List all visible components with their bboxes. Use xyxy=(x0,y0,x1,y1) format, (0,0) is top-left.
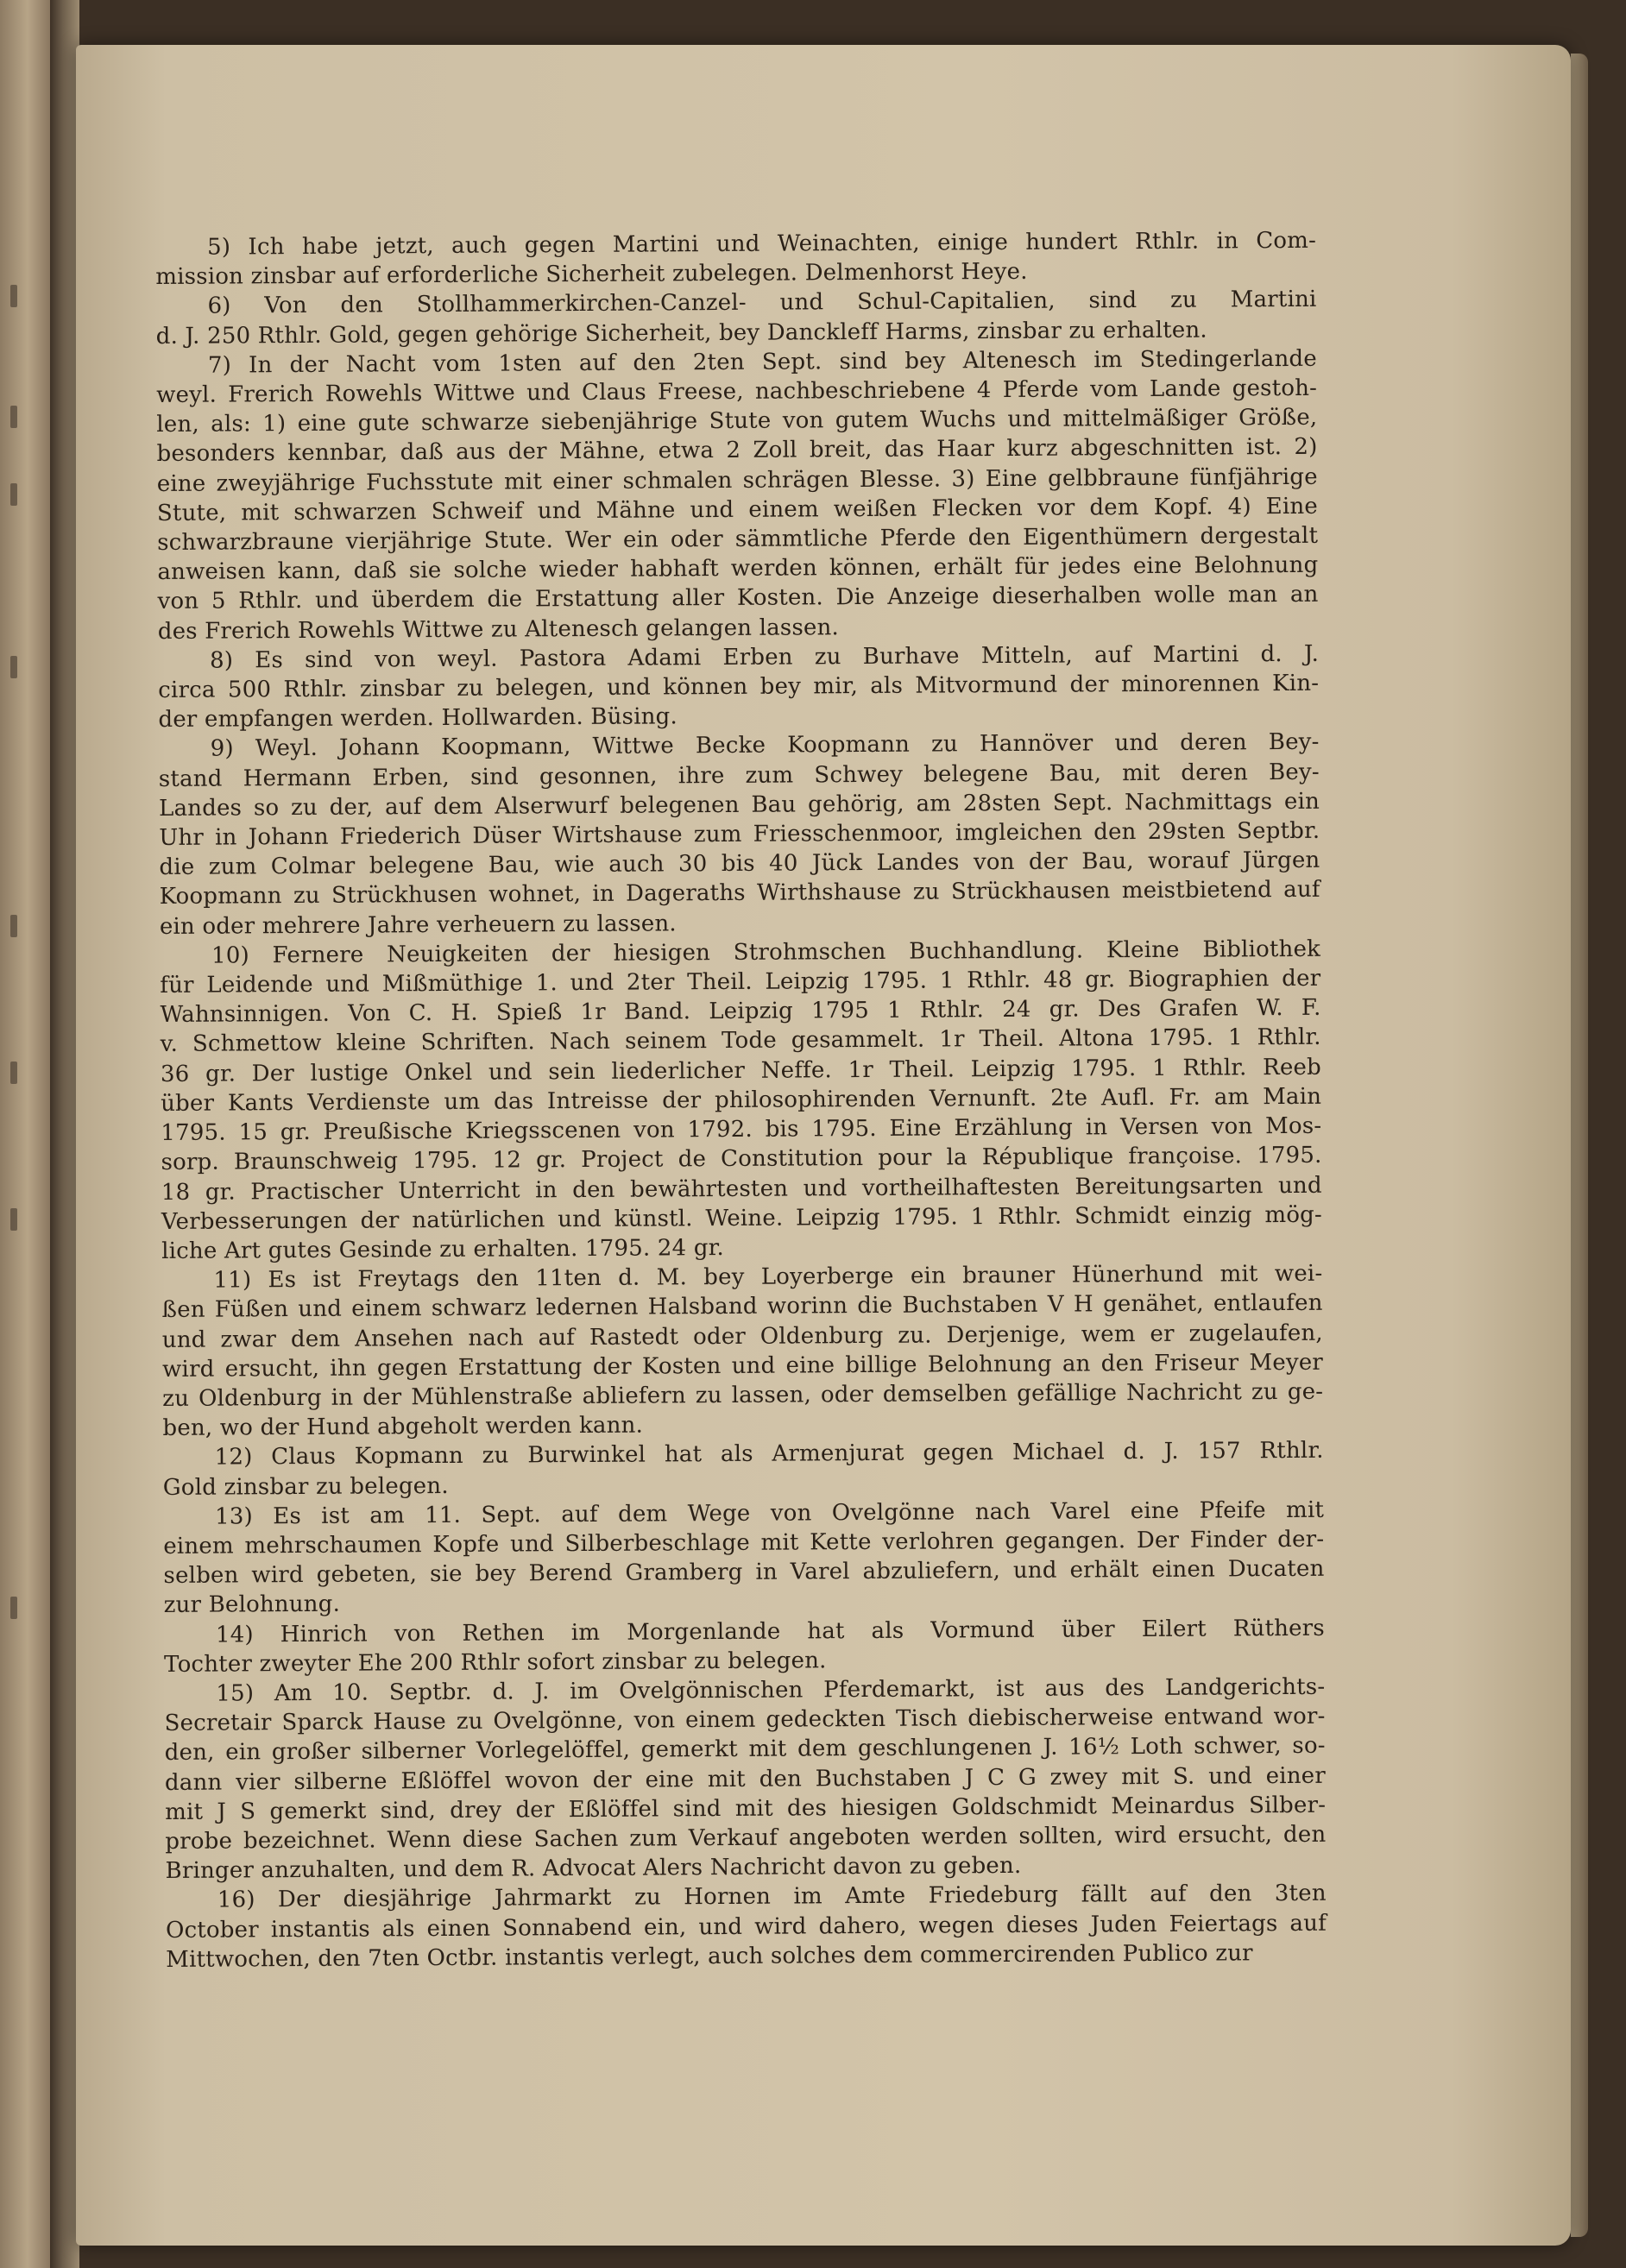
text-line: Landes so zu der, auf dem Alserwurf belegenen Bau gehörig, am 28sten Sept. Nachmittags ein xyxy=(158,788,1320,822)
text-line: mit J S gemerkt sind, drey der Eßlöffel sind mit des hiesigen Goldschmidt Meinardus Silber- xyxy=(165,1792,1327,1825)
text-line: besonders kennbar, daß aus der Mähne, etwa 2 Zoll breit, das Haar kurz abgeschnitten ist. 2) xyxy=(156,434,1318,468)
text-line: ßen Füßen und einem schwarz ledernen Halsband worinn die Buchstaben V H genähet, entlaufen xyxy=(161,1290,1323,1324)
text-line: weyl. Frerich Rowehls Wittwe und Claus Freese, nachbeschriebene 4 Pferde vom Lande gestoh- xyxy=(156,375,1318,409)
text-line: eine zweyjährige Fuchsstute mit einer schmalen schrägen Blesse. 3) Eine gelbbraune fünfjährige xyxy=(156,463,1318,497)
text-line: von 5 Rthlr. und überdem die Erstattung aller Kosten. Die Anzeige dieserhalben wolle man an xyxy=(157,582,1319,615)
text-line: d. J. 250 Rthlr. Gold, gegen gehörige Sicherheit, bey Danckleff Harms, zinsbar zu erhalten. xyxy=(155,317,1207,350)
text-line: 9) Weyl. Johann Koopmann, Wittwe Becke Koopmann zu Hannöver und deren Bey- xyxy=(210,729,1320,763)
text-line: Koopmann zu Strückhusen wohnet, in Dageraths Wirthshause zu Strückhausen meistbietend auf xyxy=(159,877,1320,910)
notice-entry xyxy=(164,1673,1326,1887)
text-line: circa 500 Rthlr. zinsbar zu belegen, und können bey mir, als Mitvormund der minorennen Kin- xyxy=(158,670,1320,704)
text-line: liche Art gutes Gesinde zu erhalten. 1795. 24 gr. xyxy=(161,1234,725,1264)
text-line: 7) In der Nacht vom 1sten auf den 2ten Sept. sind bey Altenesch im Stedingerlande xyxy=(207,345,1318,379)
notice-entry xyxy=(163,1495,1325,1620)
text-line: schwarzbraune vierjährige Stute. Wer ein oder sämmtliche Pferde den Eigenthümern dergestalt xyxy=(157,522,1319,557)
text-line: Gold zinsbar zu belegen. xyxy=(162,1472,449,1501)
text-line: dann vier silberne Eßlöffel wovon der eine mit den Buchstaben J C G zwey mit S. und einer xyxy=(164,1762,1327,1796)
text-line: 11) Es ist Freytags den 11ten d. M. bey Loyerberge ein brauner Hünerhund mit wei- xyxy=(213,1260,1323,1294)
text-line: einem mehrschaumen Kopfe und Silberbeschlage mit Kette verlohren gegangen. Der Finder der- xyxy=(163,1526,1325,1559)
text-line: und zwar dem Ansehen nach auf Rastedt oder Oldenburg zu. Derjenige, wem er zugelaufen, xyxy=(161,1320,1323,1353)
previous-page-margin-marks xyxy=(0,0,50,2268)
text-line: Wahnsinnigen. Von C. H. Spieß 1r Band. Leipzig 1795 1 Rthlr. 24 gr. Des Grafen W. F. xyxy=(160,995,1321,1029)
page-fore-edge xyxy=(1571,54,1588,2237)
text-line: 12) Claus Kopmann zu Burwinkel hat als Armenjurat gegen Michael d. J. 157 Rthlr. xyxy=(214,1438,1324,1471)
notice-entry xyxy=(155,226,1316,293)
text-line: des Frerich Rowehls Wittwe zu Altenesch gelangen lassen. xyxy=(157,614,840,645)
text-line: Stute, mit schwarzen Schweif und Mähne und einem weißen Flecken vor dem Kopf. 4) Eine xyxy=(156,493,1319,526)
notice-entry xyxy=(158,639,1320,735)
text-line: Uhr in Johann Friederich Düser Wirtshause zum Friesschenmoor, imgleichen den 29sten Septbr. xyxy=(159,817,1320,852)
text-line: über Kants Verdienste um das Intreisse der philosophirenden Vernunft. 2te Aufl. Fr. am Main xyxy=(161,1083,1322,1117)
text-line: Bringer anzuhalten, und dem R. Advocat Alers Nachricht davon zu geben. xyxy=(165,1853,1022,1885)
notice-entry xyxy=(155,285,1316,351)
notice-entry xyxy=(161,1259,1323,1443)
text-line: ein oder mehrere Jahre verheuern zu lassen. xyxy=(159,910,677,940)
text-line: Verbesserungen der natürlichen und künstl. Weine. Leipzig 1795. 1 Rthlr. Schmidt einzig mög- xyxy=(161,1201,1323,1235)
text-line: 14) Hinrich von Rethen im Morgenlande hat als Vormund über Eilert Rüthers xyxy=(215,1615,1325,1648)
text-line: für Leidende und Mißmüthige 1. und 2ter Theil. Leipzig 1795. 1 Rthlr. 48 gr. Biographien der xyxy=(160,965,1321,999)
text-line: October instantis als einen Sonnabend ein, und wird dahero, wegen dieses Juden Feiertags auf xyxy=(165,1910,1327,1944)
text-line: selben wird gebeten, sie bey Berend Gramberg in Varel abzuliefern, und erhält einen Ducaten xyxy=(163,1555,1325,1590)
notice-entry xyxy=(159,728,1320,942)
text-line: Tochter zweyter Ehe 200 Rthlr sofort zinsbar zu belegen. xyxy=(164,1647,827,1678)
text-line: die zum Colmar belegene Bau, wie auch 30 bis 40 Jück Landes von der Bau, worauf Jürgen xyxy=(159,847,1320,881)
text-line: 5) Ich habe jetzt, auch gegen Martini und Weinachten, einige hundert Rthlr. in Com- xyxy=(207,227,1317,261)
text-line: len, als: 1) eine gute schwarze siebenjährige Stute von gutem Wuchs und mittelmäßiger Größe, xyxy=(156,404,1318,438)
text-line: wird ersucht, ihn gegen Erstattung der Kosten und eine billige Belohnung an den Friseur Meyer xyxy=(161,1349,1324,1383)
notice-entry xyxy=(166,1879,1327,1975)
text-line: Secretair Sparck Hause zu Ovelgönne, von einem gedeckten Tisch diebischerweise entwand wor- xyxy=(164,1703,1326,1737)
text-line: probe bezeichnet. Wenn diese Sachen zum Verkauf angeboten werden sollten, wird ersucht, den xyxy=(165,1821,1327,1855)
notice-entry xyxy=(156,344,1319,646)
text-line: sorp. Braunschweig 1795. 12 gr. Project de Constitution pour la République françoise. 1795. xyxy=(161,1143,1322,1176)
text-line: mission zinsbar auf erforderliche Sicherheit zubelegen. Delmenhorst Heye. xyxy=(155,259,1028,291)
text-line: anweisen kann, daß sie solche wieder habhaft werden können, erhält für jedes eine Belohnung xyxy=(157,552,1319,586)
text-line: zur Belohnung. xyxy=(163,1591,341,1619)
notice-entry xyxy=(163,1436,1324,1503)
text-line: der empfangen werden. Hollwarden. Büsing. xyxy=(158,703,678,734)
text-line: stand Hermann Erben, sind gesonnen, ihre zum Schwey belegene Bau, mit deren Bey- xyxy=(158,759,1320,792)
text-line: 1795. 15 gr. Preußische Kriegsscenen von 1792. bis 1795. Eine Erzählung in Versen von Mos- xyxy=(161,1112,1322,1147)
text-line: v. Schmettow kleine Schriften. Nach seinem Tode gesammelt. 1r Theil. Altona 1795. 1 Rthlr. xyxy=(160,1024,1321,1058)
text-line: zu Oldenburg in der Mühlenstraße abliefern zu lassen, oder demselben gefällige Nachricht zu ge- xyxy=(162,1378,1324,1412)
text-line: den, ein großer silberner Vorlegelöffel, gemerkt mit dem geschlungenen J. 16½ Loth schwer, so- xyxy=(164,1733,1326,1767)
text-line: ben, wo der Hund abgeholt werden kann. xyxy=(162,1412,644,1442)
text-line: Mittwochen, den 7ten Octbr. instantis verlegt, auch solches dem commercirenden Publico zur xyxy=(166,1940,1253,1973)
text-line: 18 gr. Practischer Unterricht in den bewährtesten und vortheilhaftesten Bereitungsarten und xyxy=(161,1172,1322,1206)
text-line: 13) Es ist am 11. Sept. auf dem Wege von Ovelgönne nach Varel eine Pfeife mit xyxy=(214,1496,1325,1530)
text-line: 8) Es sind von weyl. Pastora Adami Erben zu Burhave Mitteln, auf Martini d. J. xyxy=(209,640,1320,674)
notice-entry xyxy=(164,1613,1325,1679)
text-line: 10) Fernere Neuigkeiten der hiesigen Strohmschen Buchhandlung. Kleine Bibliothek xyxy=(211,936,1321,969)
text-line: 16) Der diesjährige Jahrmarkt zu Hornen im Amte Friedeburg fällt auf den 3ten xyxy=(217,1881,1327,1913)
text-line: 6) Von den Stollhammerkirchen-Canzel- und Schul-Capitalien, sind zu Martini xyxy=(207,287,1317,320)
book-gutter xyxy=(50,0,79,2268)
text-line: 36 gr. Der lustige Onkel und sein liederlicher Neffe. 1r Theil. Leipzig 1795. 1 Rthlr. Reeb xyxy=(160,1054,1322,1087)
notice-entry xyxy=(160,935,1322,1266)
text-line: 15) Am 10. Septbr. d. J. im Ovelgönnischen Pferdemarkt, ist aus des Landgerichts- xyxy=(216,1673,1326,1707)
article-text xyxy=(155,226,1327,1975)
